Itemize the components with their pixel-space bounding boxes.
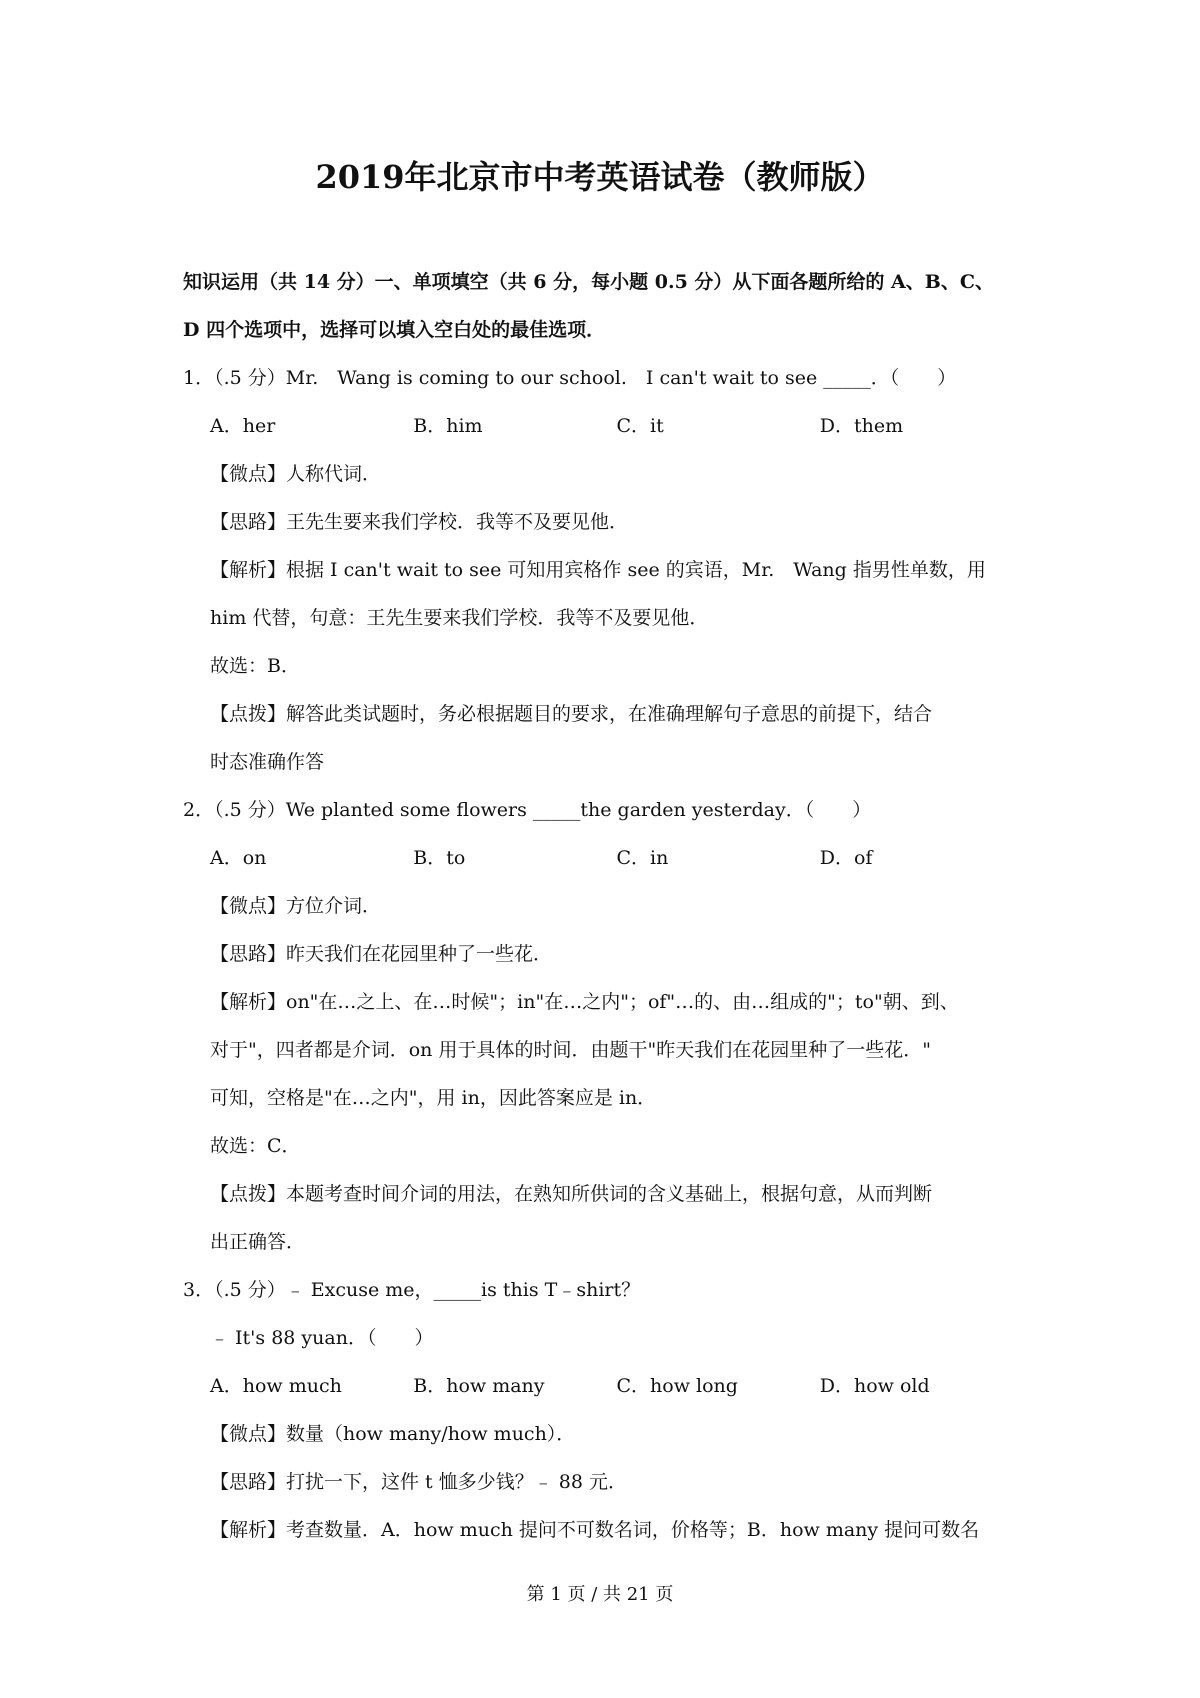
- question-1-weidian: 【微点】人称代词．: [210, 463, 382, 485]
- question-1-jiexi: him 代替，句意：王先生要来我们学校．我等不及要见他．: [210, 607, 709, 629]
- option-c: C．it: [616, 415, 664, 437]
- question-2-jiexi: 对于"，四者都是介词．on 用于具体的时间．由题干"昨天我们在花园里种了一些花．": [210, 1039, 931, 1061]
- question-2-answer: 故选：C．: [210, 1135, 301, 1157]
- question-1-silu: 【思路】王先生要来我们学校．我等不及要见他．: [210, 511, 629, 533]
- option-c: C．in: [616, 847, 669, 869]
- option-a: A．her: [210, 415, 276, 437]
- option-d: D．how old: [819, 1375, 930, 1397]
- question-1-answer: 故选：B．: [210, 655, 300, 677]
- section-header-line: D 四个选项中，选择可以填入空白处的最佳选项．: [183, 319, 606, 341]
- question-1-dianbo: 时态准确作答: [210, 751, 325, 773]
- question-2-jiexi: 【解析】on"在…之上、在…时候"；in"在…之内"；of"…的、由…组成的"；to"朝、到、: [210, 991, 959, 1013]
- question-1-stem: 1．（.5 分）Mr. Wang is coming to our school. I can't wait to see _____．（ ）: [183, 367, 957, 389]
- question-3-silu: 【思路】打扰一下，这件 t 恤多少钱？﹣ 88 元．: [210, 1471, 627, 1493]
- question-2-weidian: 【微点】方位介词．: [210, 895, 382, 917]
- section-header-line: 知识运用（共 14 分）一、单项填空（共 6 分，每小题 0.5 分）从下面各题所给的 A、B、C、: [183, 271, 994, 293]
- question-1-jiexi: 【解析】根据 I can't wait to see 可知用宾格作 see 的宾语，Mr. Wang 指男性单数，用: [210, 559, 986, 581]
- option-b: B．to: [413, 847, 466, 869]
- question-3-options: [183, 1362, 1023, 1410]
- option-d: D．them: [819, 415, 904, 437]
- option-b: B．how many: [413, 1375, 545, 1397]
- question-1-dianbo: 【点拨】解答此类试题时，务必根据题目的要求，在准确理解句子意思的前提下，结合: [210, 703, 933, 725]
- question-2-dianbo: 出正确答．: [210, 1231, 306, 1253]
- question-3-stem: 3．（.5 分）﹣ Excuse me，_____is this T﹣shirt？: [183, 1279, 641, 1301]
- question-3-jiexi: 【解析】考查数量．A．how much 提问不可数名词，价格等；B．how many 提问可数名: [210, 1519, 980, 1541]
- option-c: C．how long: [616, 1375, 738, 1397]
- question-2-jiexi: 可知，空格是"在…之内"，用 in，因此答案应是 in．: [210, 1087, 657, 1109]
- question-3-stem: ﹣ It's 88 yuan．（ ）: [210, 1327, 434, 1349]
- document-title: 2019年北京市中考英语试卷（教师版）: [315, 158, 885, 196]
- question-2-stem: 2．（.5 分）We planted some flowers _____the garden yesterday．（ ）: [183, 799, 872, 821]
- question-2-dianbo: 【点拨】本题考查时间介词的用法，在熟知所供词的含义基础上，根据句意，从而判断: [210, 1183, 933, 1205]
- question-3-weidian: 【微点】数量（how many/how much）．: [210, 1423, 576, 1445]
- document-body: [183, 258, 1023, 1554]
- option-d: D．of: [819, 847, 873, 869]
- option-b: B．him: [413, 415, 483, 437]
- question-2-options: [183, 834, 1023, 882]
- question-2-silu: 【思路】昨天我们在花园里种了一些花．: [210, 943, 553, 965]
- question-1-options: [183, 402, 1023, 450]
- option-a: A．on: [210, 847, 267, 869]
- option-a: A．how much: [210, 1375, 342, 1397]
- page-footer: 第 1 页 / 共 21 页: [526, 1584, 674, 1605]
